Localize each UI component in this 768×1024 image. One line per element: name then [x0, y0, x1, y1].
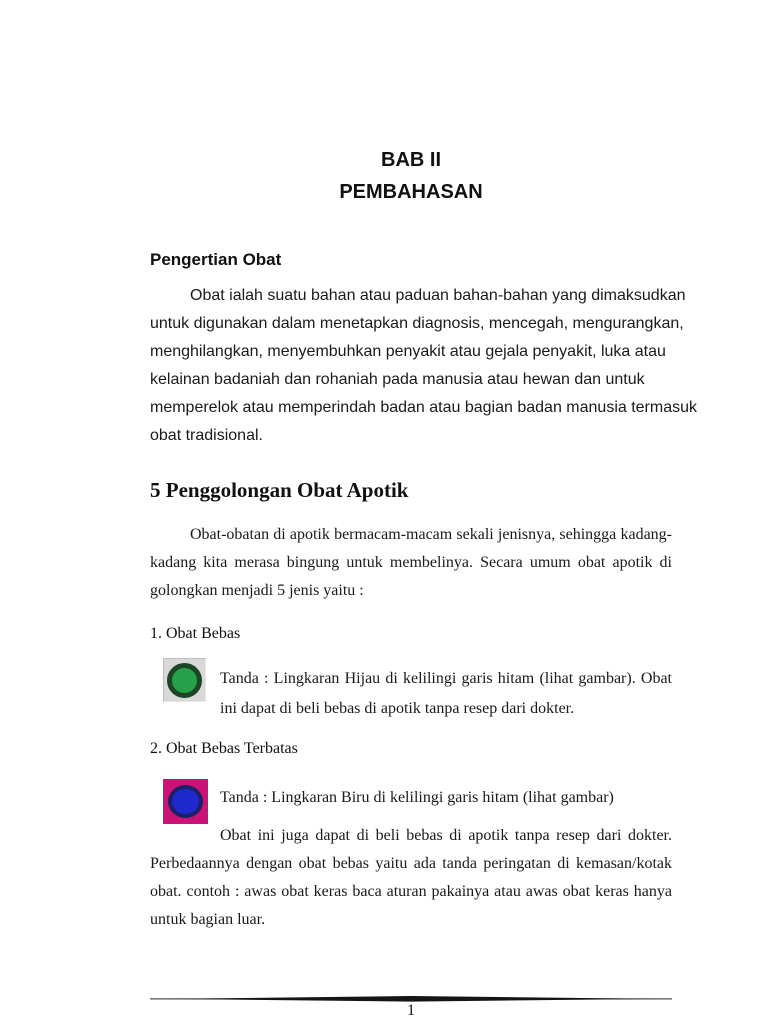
paragraph-line: Obat ini juga dapat di beli bebas di apotik tanpa resep dari dokter.: [220, 827, 672, 844]
list-item-1-label: 1. Obat Bebas: [150, 625, 241, 642]
section-heading-pengertian-obat: Pengertian Obat: [150, 250, 282, 269]
paragraph-line: obat. contoh : awas obat keras baca aturan pakainya atau awas obat keras hanya: [150, 883, 672, 900]
item-2-tanda-line: Tanda : Lingkaran Biru di kelilingi garis hitam (lihat gambar): [220, 789, 614, 806]
paragraph-penggolongan-intro: [150, 521, 672, 605]
chapter-title: [150, 144, 672, 208]
paragraph-line: kelainan badaniah dan rohaniah pada manusia atau hewan dan untuk: [150, 371, 645, 388]
page-content: [150, 0, 698, 1024]
paragraph-line: Perbedaannya dengan obat bebas yaitu ada tanda peringatan di kemasan/kotak: [150, 855, 672, 872]
paragraph-line: memperelok atau memperindah badan atau bagian badan manusia termasuk: [150, 399, 698, 416]
paragraph-line: menghilangkan, menyembuhkan penyakit atau gejala penyakit, luka atau: [150, 343, 666, 360]
paragraph-line: kadang kita merasa bingung untuk membelinya. Secara umum obat apotik di: [150, 554, 672, 571]
page-number: 1: [407, 1002, 415, 1019]
paragraph-line: obat tradisional.: [150, 427, 263, 444]
chapter-title-line-1: BAB II: [381, 149, 441, 171]
paragraph-line: ini dapat di beli bebas di apotik tanpa resep dari dokter.: [220, 700, 575, 717]
green-circle-icon: [167, 663, 202, 698]
paragraph-pengertian-obat: [150, 282, 698, 450]
chapter-title-line-2: PEMBAHASAN: [339, 181, 483, 203]
paragraph-line: Obat ialah suatu bahan atau paduan bahan-bahan yang dimaksudkan: [190, 287, 686, 304]
paragraph-line: untuk bagian luar.: [150, 911, 266, 928]
paragraph-obat-bebas-terbatas: [150, 822, 672, 934]
paragraph-line: Obat-obatan di apotik bermacam-macam sekali jenisnya, sehingga kadang-: [190, 526, 672, 543]
section-heading-penggolongan: 5 Penggolongan Obat Apotik: [150, 478, 409, 502]
item-1-description: [220, 664, 672, 724]
list-item-2-label: 2. Obat Bebas Terbatas: [150, 740, 298, 757]
obat-bebas-green-symbol-icon: [163, 658, 206, 702]
blue-circle-icon: [168, 785, 203, 818]
paragraph-line: golongkan menjadi 5 jenis yaitu :: [150, 582, 364, 599]
obat-bebas-terbatas-blue-symbol-icon: [163, 779, 208, 824]
paragraph-line: Tanda : Lingkaran Hijau di kelilingi garis hitam (lihat gambar). Obat: [220, 670, 672, 687]
paragraph-line: untuk digunakan dalam menetapkan diagnosis, mencegah, mengurangkan,: [150, 315, 684, 332]
